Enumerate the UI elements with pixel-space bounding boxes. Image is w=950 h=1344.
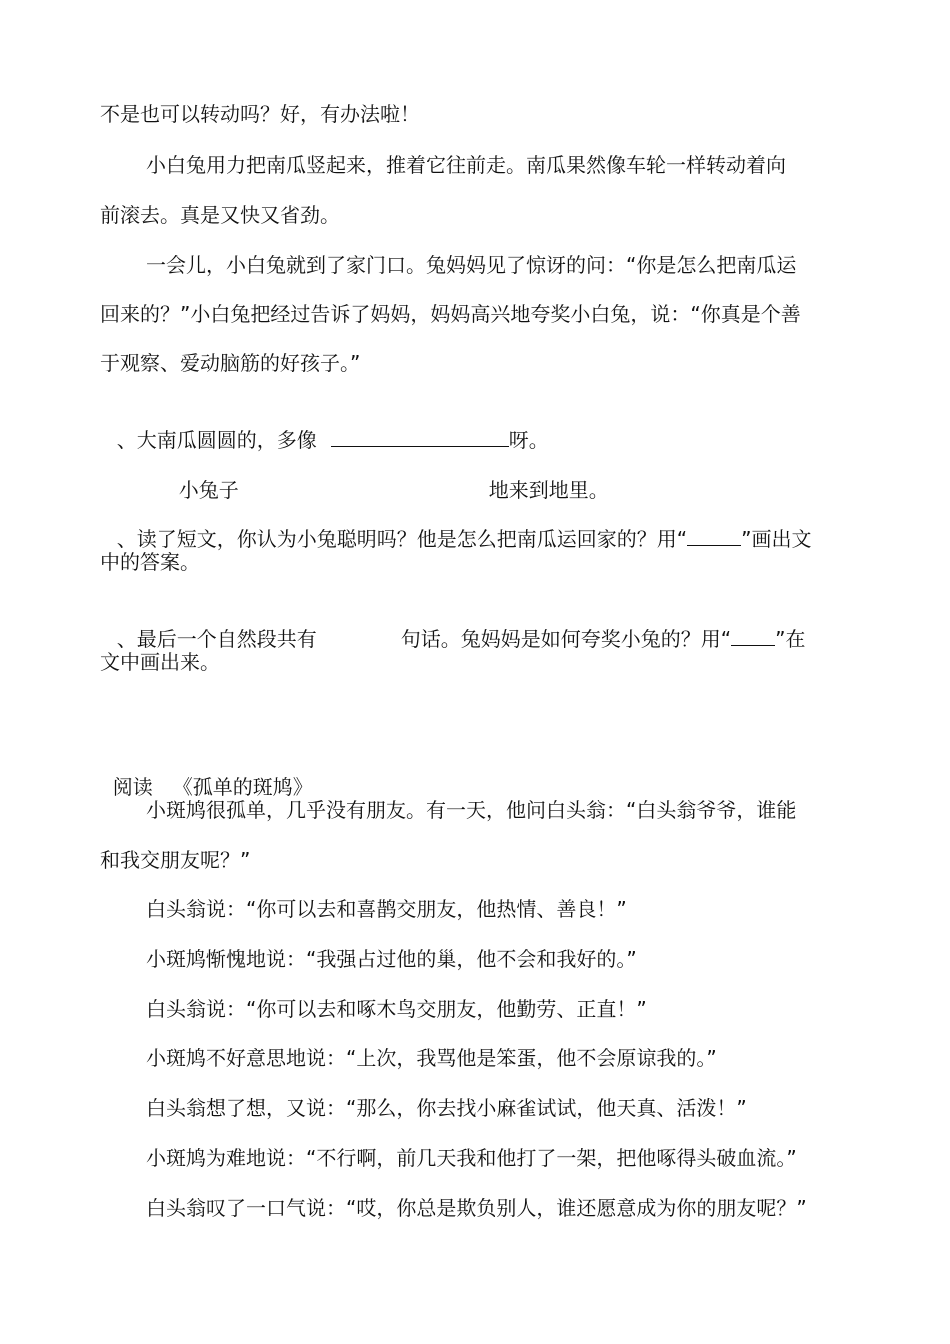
question-3-line-1 <box>104 599 805 652</box>
underline-sample-2 <box>731 625 775 646</box>
question-3-prefix: 、最后一个自然段共有 <box>116 627 317 651</box>
question-3-mid: 句话。兔妈妈是如何夸奖小兔的？用“ <box>400 627 732 651</box>
reading-title: 《孤单的斑鸠》 <box>172 775 313 799</box>
story1-line-1: 不是也可以转动吗？好，有办法啦！ <box>100 102 420 126</box>
story2-line-3: 白头翁说：“你可以去和喜鹊交朋友，他热情、善良！” <box>146 897 627 921</box>
story2-line-5: 白头翁说：“你可以去和啄木鸟交朋友，他勤劳、正直！” <box>146 997 647 1021</box>
question-1b <box>166 450 609 503</box>
answer-blank-1[interactable] <box>331 426 509 447</box>
story1-line-4: 一会儿，小白兔就到了家门口。兔妈妈见了惊讶的问：“你是怎么把南瓜运 <box>146 253 797 277</box>
story2-line-4: 小斑鸠惭愧地说：“我强占过他的巢，他不会和我好的。” <box>146 947 637 971</box>
story2-line-7: 白头翁想了想，又说：“那么，你去找小麻雀试试，他天真、活泼！” <box>146 1096 747 1120</box>
story2-line-8: 小斑鸠为难地说：“不行啊，前几天我和他打了一架，把他啄得头破血流。” <box>146 1146 797 1170</box>
reading-label: 阅读 <box>112 775 153 799</box>
answer-blank-3[interactable] <box>317 625 401 646</box>
question-1-prefix: 、大南瓜圆圆的，多像 <box>116 428 317 452</box>
answer-blank-2[interactable] <box>239 476 489 497</box>
question-2-line-2: 中的答案。 <box>100 550 200 574</box>
story1-line-5: 回来的？”小白兔把经过告诉了妈妈，妈妈高兴地夸奖小白兔，说：“你真是个善 <box>100 302 801 326</box>
question-1 <box>104 400 549 453</box>
question-2-line-1 <box>104 499 811 552</box>
story2-line-2: 和我交朋友呢？” <box>100 848 251 872</box>
question-3-line-2: 文中画出来。 <box>100 650 220 674</box>
question-3-suffix: ”在 <box>775 627 806 651</box>
question-1b-prefix: 小兔子 <box>178 478 239 502</box>
story1-line-6: 于观察、爱动脑筋的好孩子。” <box>100 351 361 375</box>
story2-line-6: 小斑鸠不好意思地说：“上次，我骂他是笨蛋，他不会原谅我的。” <box>146 1046 717 1070</box>
reading-heading <box>100 748 313 800</box>
underline-sample-1 <box>687 525 741 546</box>
story2-line-9: 白头翁叹了一口气说：“哎，你总是欺负别人，谁还愿意成为你的朋友呢？” <box>146 1196 807 1220</box>
story1-line-2: 小白兔用力把南瓜竖起来，推着它往前走。南瓜果然像车轮一样转动着向 <box>146 153 786 177</box>
question-1-suffix: 呀。 <box>508 428 549 452</box>
question-2-prefix: 、读了短文，你认为小兔聪明吗？他是怎么把南瓜运回家的？用“ <box>116 527 688 551</box>
question-2-suffix: ”画出文 <box>741 527 812 551</box>
question-1b-suffix: 地来到地里。 <box>488 478 609 502</box>
story1-line-3: 前滚去。真是又快又省劲。 <box>100 203 340 227</box>
story2-line-1: 小斑鸠很孤单，几乎没有朋友。有一天，他问白头翁：“白头翁爷爷，谁能 <box>146 798 797 822</box>
